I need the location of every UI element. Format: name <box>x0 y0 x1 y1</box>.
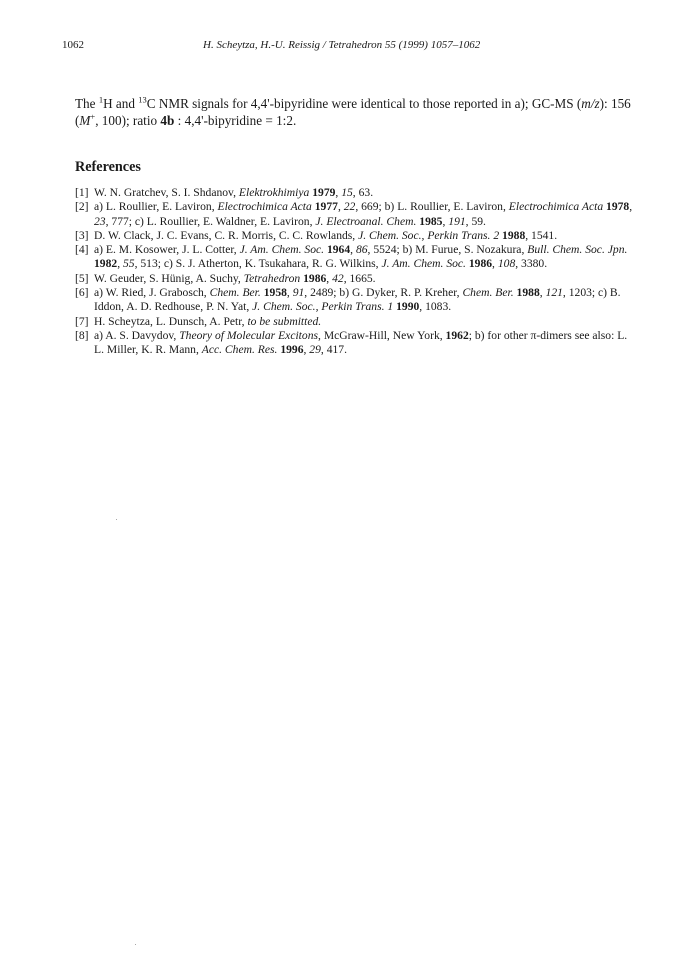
ref-number: [4] <box>75 243 89 257</box>
journal-citation-line: H. Scheytza, H.-U. Reissig / Tetrahedron 55 (1999) 1057–1062 <box>203 39 481 51</box>
superscript-1: 1 <box>98 94 104 105</box>
reference-4: [4] a) E. M. Kosower, J. L. Cotter, J. Am. Chem. Soc. 1964, 86, 5524; b) M. Furue, S. Nozakura, Bull. Chem. Soc. Jpn. 1982, 55, 513; c) S. J. Atherton, K. Tsukahara, R. G. Wilkins, J. Am. Chem. Soc. 1986, 108, 3380. <box>75 243 628 271</box>
ref-number: [7] <box>75 314 89 328</box>
ref-number: [6] <box>75 286 89 300</box>
reference-1: [1] W. N. Gratchev, S. I. Shdanov, Elektrokhimiya 1979, 15, 63. <box>75 186 374 199</box>
superscript-13: 13 <box>138 94 147 105</box>
ref-number: [1] <box>75 186 89 199</box>
page-number: 1062 <box>62 39 84 51</box>
scan-speck <box>116 519 117 520</box>
references-heading: References <box>75 159 141 175</box>
ref-number: [2] <box>75 200 89 214</box>
reference-list <box>75 186 635 358</box>
ref-number: [3] <box>75 228 89 242</box>
reference-6: [6] a) W. Ried, J. Grabosch, Chem. Ber. 1958, 91, 2489; b) G. Dyker, R. P. Kreher, Chem. Ber. 1988, 121, 1203; c) B. Iddon, A. D. Redhouse, P. N. Yat, J. Chem. Soc., Perkin Trans. 1 1990, 1083. <box>75 286 621 314</box>
mz-italic: m/z <box>581 96 600 111</box>
nmr-paragraph: The $^1$H and $^{13}$C NMR signals for 4,4'-bipyridine were identical to those reported in a); GC-MS (m/z): 156 (M+, 100); ratio 4b : 4,4'-bipyridine = 1:2. <box>75 94 631 128</box>
ref-number: [8] <box>75 328 89 342</box>
scan-speck <box>135 944 136 945</box>
ref-number: [5] <box>75 271 89 285</box>
reference-3: [3] D. W. Clack, J. C. Evans, C. R. Morris, C. C. Rowlands, J. Chem. Soc., Perkin Trans. 2 1988, 1541. <box>75 228 558 242</box>
reference-8: [8] a) A. S. Davydov, Theory of Molecular Excitons, McGraw-Hill, New York, 1962; b) for other π-dimers see also: L. L. Miller, K. R. Mann, Acc. Chem. Res. 1996, 29, 417. <box>75 328 628 357</box>
compound-label: 4b <box>160 113 175 128</box>
reference-7: [7] H. Scheytza, L. Dunsch, A. Petr, to be submitted. <box>75 314 322 328</box>
running-head <box>62 37 630 53</box>
reference-2: [2] a) L. Roullier, E. Laviron, Electrochimica Acta 1977, 22, 669; b) L. Roullier, E. Laviron, Electrochimica Acta 1978, 23, 777; c) L. Roullier, E. Waldner, E. Laviron, J. Electroanal. Chem. 1985, 191, 59. <box>75 200 633 228</box>
molecular-ion: M <box>79 113 91 128</box>
reference-5: [5] W. Geuder, S. Hünig, A. Suchy, Tetrahedron 1986, 42, 1665. <box>75 271 376 285</box>
